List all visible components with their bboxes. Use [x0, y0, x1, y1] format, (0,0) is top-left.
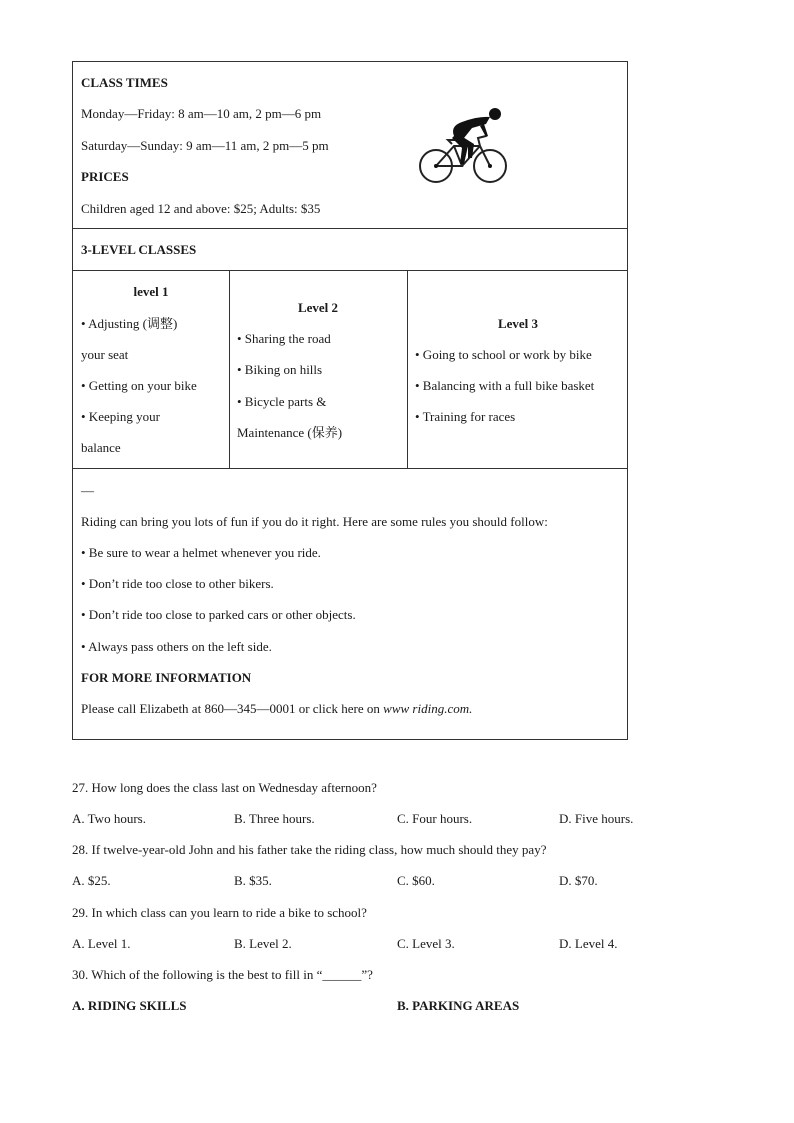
option-28-a[interactable]: A. $25. — [72, 873, 111, 888]
divider-2 — [73, 270, 627, 271]
option-28-c[interactable]: C. $60. — [397, 873, 435, 888]
level3-line: • Balancing with a full bike basket — [415, 378, 595, 393]
option-30-b[interactable]: B. PARKING AREAS — [397, 998, 520, 1013]
question-27: 27. How long does the class last on Wednesday afternoon? — [72, 780, 377, 795]
level2-title: Level 2 — [297, 300, 339, 315]
class-times-heading: CLASS TIMES — [81, 75, 168, 90]
option-28-b[interactable]: B. $35. — [234, 873, 272, 888]
option-27-b[interactable]: B. Three hours. — [234, 811, 315, 826]
prices-heading: PRICES — [81, 169, 129, 184]
option-29-b[interactable]: B. Level 2. — [234, 936, 292, 951]
level3-line: • Training for races — [415, 409, 516, 424]
levels-heading: 3-LEVEL CLASSES — [81, 242, 197, 257]
level1-line: • Getting on your bike — [81, 378, 197, 393]
option-28-d[interactable]: D. $70. — [559, 873, 598, 888]
level1-line: • Adjusting (调整) — [81, 316, 178, 331]
level3-title: Level 3 — [497, 316, 539, 331]
website-link[interactable]: www riding.com. — [383, 701, 473, 716]
info-text — [81, 701, 472, 717]
level2-line: • Sharing the road — [237, 331, 331, 346]
column-divider-2 — [407, 270, 408, 468]
rule-item: • Don’t ride too close to parked cars or other objects. — [81, 607, 356, 622]
level2-line: Maintenance (保养) — [237, 425, 343, 440]
weekday-times: Monday—Friday: 8 am—10 am, 2 pm—6 pm — [81, 106, 322, 121]
level2-line: • Biking on hills — [237, 362, 323, 377]
option-27-c[interactable]: C. Four hours. — [397, 811, 473, 826]
prices-text: Children aged 12 and above: $25; Adults: $35 — [81, 201, 321, 216]
blank-heading: — — [81, 483, 94, 498]
rule-item: • Always pass others on the left side. — [81, 639, 272, 654]
divider-1 — [73, 228, 627, 229]
cyclist-icon — [416, 106, 510, 188]
level1-line: • Keeping your — [81, 409, 160, 424]
level1-title: level 1 — [133, 284, 169, 299]
rule-item: • Be sure to wear a helmet whenever you ride. — [81, 545, 321, 560]
option-29-d[interactable]: D. Level 4. — [559, 936, 618, 951]
question-29: 29. In which class can you learn to ride a bike to school? — [72, 905, 367, 920]
level2-line: • Bicycle parts & — [237, 394, 327, 409]
rules-intro: Riding can bring you lots of fun if you do it right. Here are some rules you should follow: — [81, 514, 548, 529]
rule-item: • Don’t ride too close to other bikers. — [81, 576, 274, 591]
option-30-a[interactable]: A. RIDING SKILLS — [72, 998, 187, 1013]
bike-class-notice — [72, 61, 628, 740]
option-27-a[interactable]: A. Two hours. — [72, 811, 146, 826]
option-29-a[interactable]: A. Level 1. — [72, 936, 131, 951]
question-28: 28. If twelve-year-old John and his father take the riding class, how much should they pay? — [72, 842, 547, 857]
question-30: 30. Which of the following is the best to fill in “______”? — [72, 967, 373, 982]
level1-line: your seat — [81, 347, 129, 362]
info-heading: FOR MORE INFORMATION — [81, 670, 252, 685]
option-27-d[interactable]: D. Five hours. — [559, 811, 634, 826]
level3-line: • Going to school or work by bike — [415, 347, 592, 362]
divider-3 — [73, 468, 627, 469]
info-call-text: Please call Elizabeth at 860—345—0001 or click here on — [81, 701, 384, 716]
level1-line: balance — [81, 440, 121, 455]
weekend-times: Saturday—Sunday: 9 am—11 am, 2 pm—5 pm — [81, 138, 329, 153]
option-29-c[interactable]: C. Level 3. — [397, 936, 455, 951]
